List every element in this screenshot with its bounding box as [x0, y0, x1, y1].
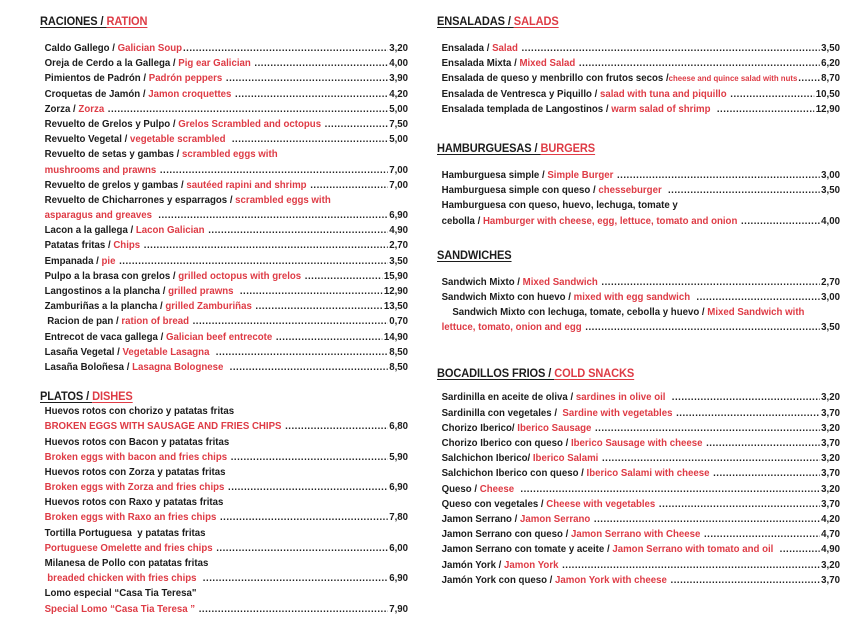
item-name-en: Broken eggs with bacon and fries chips	[44, 450, 230, 463]
item-name-es: Lomo especial “Casa Tia Teresa"	[44, 587, 197, 600]
item-name-es: Queso /	[441, 482, 480, 495]
item-name-en: Grelos Scrambled and octopus	[178, 117, 324, 130]
item-name-en: Zorza	[78, 102, 107, 115]
dot-leader	[579, 56, 819, 71]
menu-item-line	[40, 269, 408, 284]
item-name-es: Ensalada Mixta /	[441, 57, 520, 70]
item-name-es: Jamon Serrano con tomate y aceite /	[441, 543, 613, 556]
menu-item-line	[40, 102, 408, 117]
item-price: 6,20	[821, 57, 840, 70]
item-name-es: Salchichon Iberico con queso /	[441, 467, 587, 480]
menu-item-line	[437, 497, 840, 512]
menu-item-line	[437, 102, 840, 117]
dot-leader	[216, 541, 387, 556]
menu-item-line	[40, 238, 408, 253]
menu-item-line	[40, 556, 408, 571]
section-title	[437, 248, 840, 262]
item-name-es: Oreja de Cerdo a la Gallega /	[44, 57, 179, 70]
dot-leader	[203, 571, 388, 586]
item-name-en: scrambled eggs with	[182, 148, 278, 161]
dot-leader	[668, 183, 819, 198]
item-name-en: Galician Soup	[117, 42, 183, 54]
item-name-es: Jamon Serrano con queso /	[441, 528, 571, 541]
item-price: 7,00	[389, 163, 408, 176]
dot-leader	[108, 102, 388, 117]
menu-item-line	[437, 527, 840, 542]
item-price: 4,90	[389, 224, 408, 237]
menu-item-line	[40, 193, 408, 208]
item-name-en: breaded chicken with fries chips	[44, 572, 202, 585]
dot-leader	[183, 41, 387, 56]
item-price: 6,90	[389, 481, 408, 494]
menu-item-line	[437, 390, 840, 405]
item-name-es: Queso con vegetales /	[441, 497, 547, 510]
menu-item-line	[40, 571, 408, 586]
dot-leader	[585, 320, 819, 335]
item-price: 2,70	[389, 239, 408, 252]
item-price: 3,50	[389, 254, 408, 267]
menu-item-line	[437, 451, 840, 466]
item-name-es: Ensalada /	[441, 42, 493, 54]
dot-leader	[231, 450, 388, 465]
item-price: 5,00	[389, 133, 408, 146]
item-name-en: mixed with egg sandwich	[573, 290, 696, 303]
menu-item-line	[437, 41, 840, 56]
menu-item-line	[437, 183, 840, 198]
menu-item-line	[40, 465, 408, 480]
dot-leader	[741, 214, 819, 229]
item-name-en: Jamon York	[504, 558, 562, 571]
section-title-en: RATION	[106, 14, 148, 28]
menu-item-line	[437, 466, 840, 481]
item-price: 3,70	[821, 573, 840, 586]
item-name-en: Cheese with vegetables	[546, 497, 658, 510]
menu-item-line	[40, 586, 408, 601]
item-price: 3,50	[821, 321, 840, 334]
item-name-es: Pulpo a la brasa con grelos /	[44, 269, 179, 282]
item-name-en: asparagus and greaves	[44, 209, 158, 222]
item-name-es: Zorza /	[44, 102, 79, 115]
menu-item-line	[437, 198, 840, 213]
item-name-en: warm salad of shrimp	[611, 102, 716, 115]
item-name-en: BROKEN EGGS WITH SAUSAGE AND FRIES CHIPS	[44, 420, 285, 433]
item-name-en: Iberico Salami	[532, 452, 602, 465]
item-price: 3,20	[821, 421, 840, 434]
section-title	[40, 389, 408, 403]
section-title-en: COLD SNACKS	[554, 366, 635, 381]
item-name-en: salad with tuna and piquillo	[599, 87, 730, 100]
menu-item-line	[40, 163, 408, 178]
item-name-es: Milanesa de Pollo con patatas fritas	[44, 557, 209, 569]
item-price: 4,20	[821, 512, 840, 525]
item-name-es: Hamburguesa con queso, huevo, lechuga, tomate y	[441, 199, 678, 212]
dot-leader	[730, 87, 814, 102]
item-name-en: lettuce, tomato, onion and egg	[441, 321, 585, 334]
menu-section-hamburguesas	[437, 141, 840, 229]
menu-item-line	[437, 305, 840, 320]
item-name-en: Mixed Salad	[519, 57, 578, 70]
item-name-en: Jamon Serrano with Cheese	[570, 528, 704, 541]
menu-section-raciones	[40, 14, 408, 375]
item-name-en: Chips	[113, 239, 143, 252]
dot-leader	[305, 269, 382, 284]
menu-item-line	[437, 406, 840, 421]
menu-item-line	[40, 223, 408, 238]
item-name-en: Broken eggs with Raxo an fries chips	[44, 511, 220, 524]
menu-item-line	[40, 71, 408, 86]
menu-item-line	[40, 147, 408, 162]
item-price: 3,20	[821, 452, 840, 465]
item-price: 3,50	[821, 42, 840, 54]
item-name-en: Mixed Sandwich with	[707, 306, 805, 319]
dot-leader	[325, 117, 388, 132]
item-name-es: Empanada /	[44, 254, 102, 267]
item-name-en: Salad	[492, 42, 521, 54]
dot-leader	[254, 56, 387, 71]
section-title-es: BOCADILLOS FRIOS /	[437, 366, 555, 381]
item-name-en: Jamon Serrano with tomato and oil	[612, 543, 779, 556]
item-name-en: grilled Zamburiñas	[165, 300, 255, 313]
menu-item-line	[40, 284, 408, 299]
menu-item-line	[437, 214, 840, 229]
menu-item-line	[40, 208, 408, 223]
dot-leader	[521, 41, 819, 56]
item-price: 3,70	[821, 467, 840, 480]
menu-item-line	[437, 421, 840, 436]
item-name-es: Revuelto de grelos y gambas /	[44, 178, 187, 191]
item-price: 6,80	[389, 420, 408, 433]
item-name-es: Sandwich Mixto con lechuga, tomate, cebolla y huevo /	[441, 306, 708, 319]
item-name-en: scrambled eggs with	[235, 193, 331, 206]
item-price: 3,70	[821, 437, 840, 449]
item-price: 10,50	[815, 87, 840, 100]
dot-leader	[235, 87, 387, 102]
item-price: 3,20	[389, 42, 408, 54]
item-name-es: Revuelto Vegetal /	[44, 133, 130, 146]
item-name-en: sardines in olive oil	[575, 391, 671, 404]
item-name-en: Jamon croquettes	[148, 87, 235, 100]
item-price: 4,00	[821, 214, 840, 227]
item-price: 3,00	[821, 290, 840, 303]
item-price: 8,50	[389, 360, 408, 373]
item-price: 6,00	[389, 541, 408, 554]
menu-section-platos	[40, 389, 408, 617]
dot-leader	[659, 497, 819, 512]
item-name-en: vegetable scrambled	[129, 133, 231, 146]
dot-leader	[601, 275, 819, 290]
section-title-es: HAMBURGUESAS /	[437, 140, 541, 155]
item-name-es: Lacon a la gallega /	[44, 224, 136, 237]
item-name-en: sautéed rapini and shrimp	[186, 178, 310, 191]
item-name-en: mushrooms and prawns	[44, 163, 159, 176]
item-name-es: Revuelto de Chicharrones y esparragos /	[44, 193, 236, 206]
item-name-es: Sandwich Mixto /	[441, 275, 523, 288]
item-name-es: cebolla /	[441, 214, 483, 227]
menu-item-line	[437, 56, 840, 71]
menu-item-line	[40, 602, 408, 617]
section-title-es: PLATOS /	[40, 389, 93, 404]
item-price: 4,00	[389, 57, 408, 70]
dot-leader	[696, 290, 819, 305]
item-price: 4,20	[389, 87, 408, 100]
item-price: 3,20	[821, 558, 840, 571]
item-name-en: Jamon York with cheese	[555, 573, 670, 586]
item-name-es: Hamburguesa simple con queso /	[441, 184, 599, 197]
item-name-en: Iberico Sausage	[517, 421, 595, 434]
menu-item-line	[40, 419, 408, 434]
menu-item-line	[40, 314, 408, 329]
dot-leader	[706, 436, 819, 451]
item-name-es: Patatas fritas /	[44, 239, 114, 252]
item-name-es: Huevos rotos con Raxo y patatas fritas	[44, 496, 224, 509]
dot-leader	[276, 330, 382, 345]
item-price: 7,50	[389, 117, 408, 130]
dot-leader	[226, 71, 387, 86]
menu-item-line	[437, 87, 840, 102]
dot-leader	[704, 527, 819, 542]
item-price: 12,90	[383, 285, 408, 297]
item-price: 4,90	[821, 543, 840, 556]
item-name-en: Special Lomo “Casa Tia Teresa ”	[44, 602, 198, 615]
dot-leader	[594, 512, 819, 527]
item-price: 3,70	[821, 406, 840, 419]
dot-leader	[798, 71, 819, 86]
menu-section-ensaladas	[437, 14, 840, 117]
item-price: 7,80	[389, 511, 408, 524]
item-price: 3,00	[821, 168, 840, 181]
menu-item-line	[40, 254, 408, 269]
dot-leader	[617, 168, 819, 183]
item-price: 8,50	[389, 345, 408, 358]
item-name-es: Ensalada templada de Langostinos /	[441, 102, 612, 115]
item-name-es: Huevos rotos con Zorza y patatas fritas	[44, 465, 226, 478]
dot-leader	[310, 178, 387, 193]
item-name-es: Lasaña Vegetal /	[44, 345, 123, 358]
item-name-en: Lasagna Bolognese	[132, 360, 229, 373]
section-title-es: RACIONES /	[40, 14, 107, 28]
dot-leader	[216, 345, 388, 360]
item-name-en: chesseburger	[598, 184, 668, 197]
menu-item-line	[437, 290, 840, 305]
menu-item-line	[437, 573, 840, 588]
dot-leader	[676, 406, 819, 421]
menu-item-line	[40, 117, 408, 132]
dot-leader	[228, 480, 387, 495]
dot-leader	[562, 558, 819, 573]
dot-leader	[119, 254, 387, 269]
item-price: 7,00	[389, 178, 408, 191]
menu-item-line	[40, 56, 408, 71]
dot-leader	[595, 421, 819, 436]
item-name-es: Entrecot de vaca gallega /	[44, 330, 166, 343]
menu-item-line	[437, 71, 840, 86]
item-name-es: Sardinilla con vegetales /	[441, 406, 563, 419]
menu-item-line	[40, 87, 408, 102]
item-price: 2,70	[821, 275, 840, 288]
dot-leader	[230, 360, 388, 375]
item-name-es: Lasaña Boloñesa /	[44, 360, 133, 373]
item-price: 7,90	[389, 602, 408, 615]
item-name-en: Padrón peppers	[148, 72, 225, 85]
item-price: 14,90	[383, 330, 408, 343]
menu-item-line	[437, 275, 840, 290]
item-price: 6,90	[389, 209, 408, 222]
item-name-en: Pig ear Galician	[178, 57, 254, 70]
section-title-en: BURGERS	[540, 140, 596, 155]
item-name-es: Sardinilla en aceite de oliva /	[441, 391, 576, 404]
item-name-es: Racion de pan /	[44, 315, 122, 328]
item-name-es: Huevos rotos con chorizo y patatas fritas	[44, 405, 235, 418]
menu-item-line	[40, 330, 408, 345]
item-name-en: Vegetable Lasagna	[122, 345, 215, 358]
item-name-es: Caldo Gallego /	[44, 42, 118, 54]
menu-item-line	[40, 495, 408, 510]
item-name-en: Lacon Galician	[135, 224, 208, 237]
dot-leader	[285, 419, 387, 434]
item-name-es: Salchichon Iberico/	[441, 452, 533, 465]
dot-leader	[255, 299, 382, 314]
item-name-es: Revuelto de setas y gambas /	[44, 148, 183, 161]
item-name-es: Pimientos de Padrón /	[44, 72, 149, 85]
dot-leader	[240, 284, 382, 299]
item-name-es: Chorizo Iberico con queso /	[441, 437, 571, 449]
dot-leader	[520, 482, 819, 497]
menu-section-sandwiches	[437, 248, 840, 336]
item-price: 8,70	[821, 72, 840, 85]
menu-item-line	[40, 526, 408, 541]
menu-item-line	[437, 168, 840, 183]
item-price: 3,20	[821, 391, 840, 404]
item-name-en: Iberico Salami with cheese	[586, 467, 713, 480]
section-title-es: ENSALADAS /	[437, 14, 514, 28]
menu-item-line	[40, 480, 408, 495]
menu-item-line	[437, 320, 840, 335]
item-name-en: Galician beef entrecote	[165, 330, 275, 343]
item-name-es: Jamón York /	[441, 558, 505, 571]
dot-leader	[232, 132, 388, 147]
menu-item-line	[40, 345, 408, 360]
dot-leader	[193, 314, 388, 329]
dot-leader	[220, 510, 387, 525]
menu-item-line	[437, 436, 840, 451]
item-name-es: Revuelto de Grelos y Pulpo /	[44, 117, 179, 130]
item-name-en: cheese and quince salad with nuts	[668, 72, 798, 83]
dot-leader	[199, 602, 388, 617]
item-name-es: Jamon Serrano /	[441, 512, 520, 525]
dot-leader	[160, 163, 387, 178]
menu-column-right	[437, 8, 840, 588]
menu-item-line	[40, 450, 408, 465]
section-title	[437, 141, 840, 155]
item-price: 3,90	[389, 72, 408, 85]
item-name-en: ration of bread	[121, 315, 192, 328]
dot-leader	[717, 102, 814, 117]
menu-column-left	[40, 8, 408, 617]
dot-leader	[713, 466, 819, 481]
menu-item-line	[437, 558, 840, 573]
menu-item-line	[437, 542, 840, 557]
dot-leader	[780, 542, 820, 557]
item-name-es: Croquetas de Jamón /	[44, 87, 149, 100]
item-price: 0,70	[389, 315, 408, 328]
item-price: 13,50	[383, 300, 408, 313]
item-price: 4,70	[821, 528, 840, 541]
section-title	[437, 366, 840, 380]
menu-item-line	[40, 132, 408, 147]
item-price: 5,00	[389, 102, 408, 115]
item-name-en: Sardine with vegetables	[562, 406, 676, 419]
dot-leader	[144, 238, 388, 253]
item-price: 3,70	[821, 497, 840, 510]
menu-item-line	[40, 435, 408, 450]
item-name-es: Zamburiñas a la plancha /	[44, 300, 166, 313]
menu-item-line	[40, 41, 408, 56]
item-name-en: Broken eggs with Zorza and fries chips	[44, 481, 228, 494]
menu-item-line	[437, 512, 840, 527]
item-name-en: Hamburger with cheese, egg, lettuce, tomato and onion	[482, 214, 741, 227]
item-name-es: Jamón York con queso /	[441, 573, 556, 586]
item-name-en: Jamon Serrano	[519, 512, 594, 525]
section-title	[437, 14, 840, 28]
item-price: 6,90	[389, 572, 408, 585]
item-name-es: Hamburguesa simple /	[441, 168, 548, 181]
item-price: 12,90	[815, 102, 840, 115]
item-name-en: Portuguese Omelette and fries chips	[44, 541, 216, 554]
section-title-es: SANDWICHES	[437, 247, 512, 262]
item-price: 3,50	[821, 184, 840, 197]
menu-item-line	[40, 360, 408, 375]
item-name-en: Simple Burger	[547, 168, 617, 181]
section-title	[40, 14, 408, 28]
dot-leader	[602, 451, 819, 466]
dot-leader	[671, 573, 820, 588]
item-name-es: Ensalada de Ventresca y Piquillo /	[441, 87, 600, 100]
menu-item-line	[40, 299, 408, 314]
menu-item-line	[437, 482, 840, 497]
item-name-es: Tortilla Portuguesa y patatas fritas	[44, 526, 206, 539]
item-name-en: Iberico Sausage with cheese	[570, 437, 706, 449]
menu-item-line	[40, 510, 408, 525]
item-name-es: Huevos rotos con Bacon y patatas fritas	[44, 435, 230, 448]
item-name-es: Sandwich Mixto con huevo /	[441, 290, 574, 303]
item-name-en: Mixed Sandwich	[522, 275, 601, 288]
menu-section-bocadillos	[437, 366, 840, 587]
item-price: 15,90	[383, 269, 408, 282]
dot-leader	[208, 223, 387, 238]
item-name-en: Cheese	[479, 482, 520, 495]
item-name-en: pie	[101, 254, 119, 267]
menu-item-line	[40, 404, 408, 419]
item-price: 5,90	[389, 450, 408, 463]
item-name-en: grilled prawns	[168, 285, 239, 297]
dot-leader	[158, 208, 387, 223]
item-name-es: Ensalada de queso y menbrillo con frutos secos /	[441, 72, 669, 85]
section-title-en: DISHES	[92, 389, 133, 404]
item-name-es: Chorizo Iberico/	[441, 421, 518, 434]
item-name-es: Langostinos a la plancha /	[44, 285, 169, 297]
section-title-en: SALADS	[513, 14, 559, 28]
dot-leader	[672, 390, 820, 405]
menu-item-line	[40, 541, 408, 556]
item-price: 3,20	[821, 482, 840, 495]
item-name-en: grilled octopus with grelos	[178, 269, 304, 282]
menu-item-line	[40, 178, 408, 193]
